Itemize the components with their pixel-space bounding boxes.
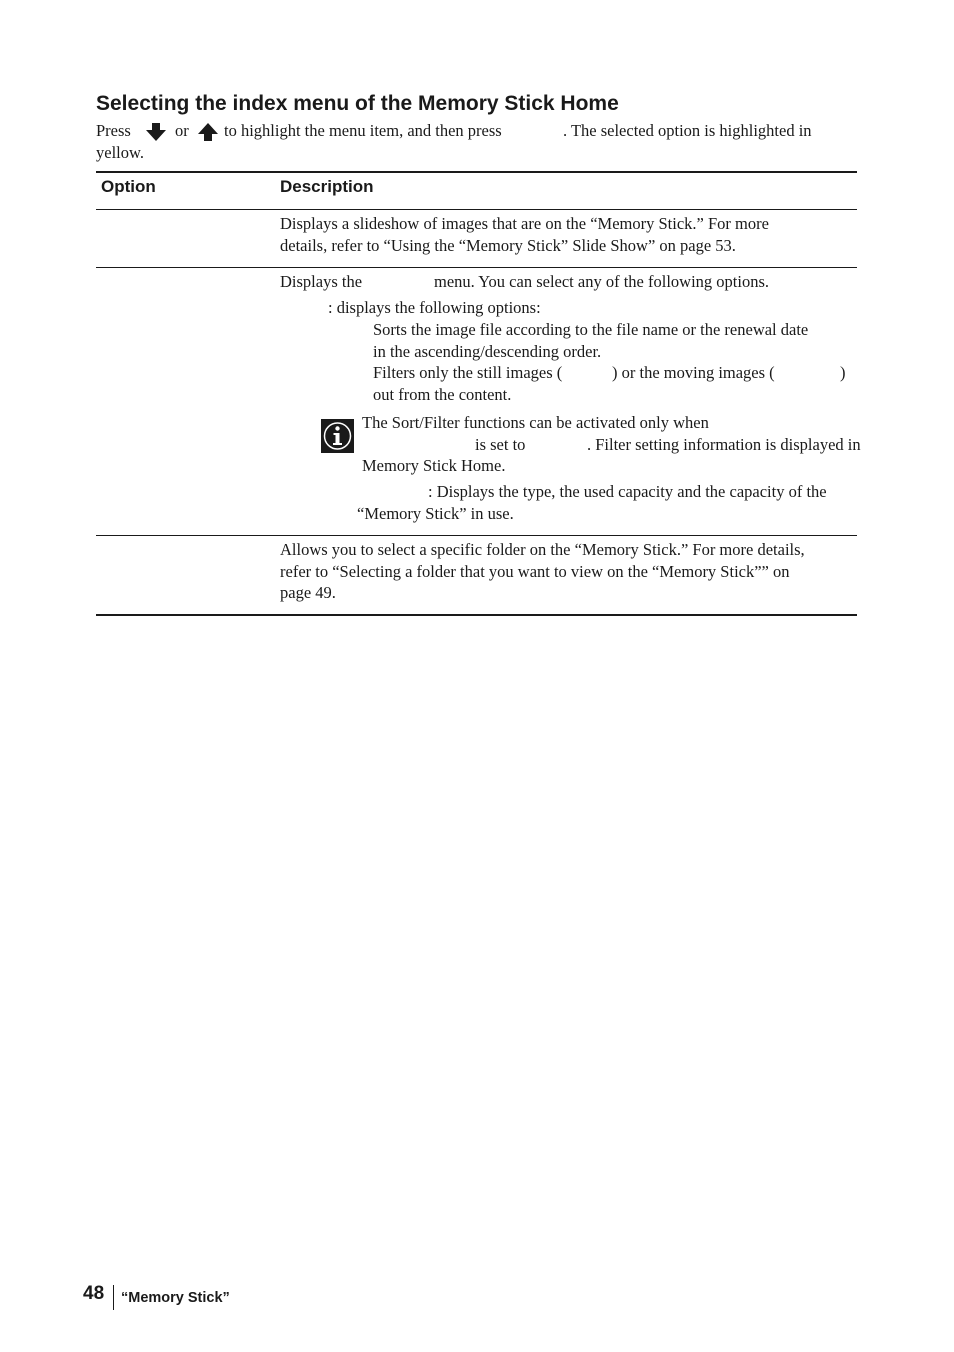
column-header-option: Option [101,177,156,196]
header-bottom-rule [96,209,857,210]
footer-section-label: “Memory Stick” [121,1290,230,1306]
row-3-line-2: refer to “Selecting a folder that you want to view on the “Memory Stick”” on [280,562,790,581]
row-2-displays-the: Displays the [280,272,363,291]
row-2-menu-text: menu. You can select any of the following options. [434,272,769,291]
note-is-set-to: is set to [475,435,526,454]
filter-text-a: Filters only the still images ( [373,363,563,382]
page-number: 48 [83,1283,105,1304]
note-after: . Filter setting information is displayed in [587,435,861,454]
sort-line-1: Sorts the image file according to the file name or the renewal date [373,320,809,339]
intro-or: or [175,121,189,140]
note-line-1: The Sort/Filter functions can be activated only when [362,413,709,432]
arrow-down-icon [146,123,166,141]
intro-press: Press [96,121,131,140]
row-2-sub-intro: : displays the following options: [328,298,541,317]
intro-after-arrows: to highlight the menu item, and then press [224,121,502,140]
table-top-rule [96,171,857,173]
filter-line-2: out from the content. [373,385,512,404]
row-2-bottom-rule [96,535,857,536]
filter-text-b: ) or the moving images ( [612,363,775,382]
filter-text-c: ) [840,363,846,382]
row-3-line-3: page 49. [280,583,336,602]
row-1-bottom-rule [96,267,857,268]
info-line-2: “Memory Stick” in use. [357,504,514,523]
footer-divider [113,1285,114,1310]
sort-line-2: in the ascending/descending order. [373,342,602,361]
column-header-description: Description [280,177,374,196]
arrow-up-icon [198,123,218,141]
row-3-line-1: Allows you to select a specific folder on the “Memory Stick.” For more details, [280,540,805,559]
note-line-3: Memory Stick Home. [362,456,506,475]
intro-line-2: yellow. [96,143,144,162]
row-1-line-1: Displays a slideshow of images that are on the “Memory Stick.” For more [280,214,769,233]
row-1-line-2: details, refer to “Using the “Memory Stick” Slide Show” on page 53. [280,236,736,255]
section-title: Selecting the index menu of the Memory Stick Home [96,92,619,115]
table-bottom-rule [96,614,857,616]
intro-after-ok: . The selected option is highlighted in [563,121,812,140]
info-line-1: : Displays the type, the used capacity and the capacity of the [428,482,827,501]
info-note-icon [321,419,354,453]
